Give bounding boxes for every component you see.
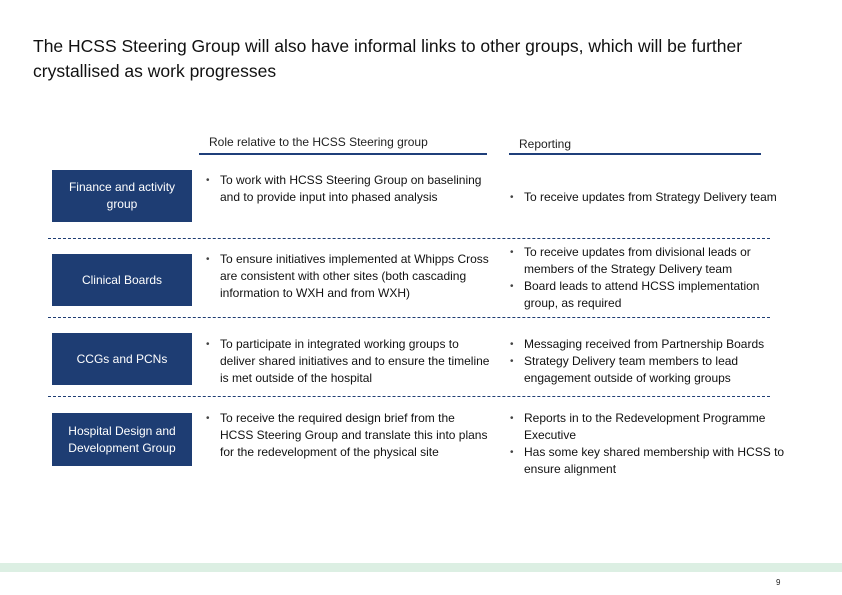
row-divider — [48, 238, 770, 239]
reporting-bullet: • Messaging received from Partnership Boards — [508, 336, 783, 353]
row-reporting-clinical-boards — [508, 244, 783, 312]
row-label-text: Finance and activity group — [68, 180, 176, 211]
row-reporting-ccgs-pcns — [508, 336, 783, 387]
column-header-reporting: Reporting — [519, 137, 572, 151]
reporting-bullet: • To receive updates from Strategy Delivery team — [508, 189, 808, 206]
reporting-bullet: • Strategy Delivery team members to lead engagement outside of working groups — [508, 353, 783, 387]
reporting-bullet: • Board leads to attend HCSS implementation group, as required — [508, 278, 783, 312]
row-label-text: CCGs and PCNs — [76, 351, 168, 366]
role-bullet: • To participate in integrated working groups to deliver shared initiatives and to ensure the timeline is met outside of the hospital — [204, 336, 494, 387]
column-header-role-rule — [199, 153, 487, 155]
row-reporting-finance — [508, 189, 808, 206]
reporting-bullet: • Reports in to the Redevelopment Programme Executive — [508, 410, 803, 444]
column-header-reporting-rule — [509, 153, 761, 155]
row-reporting-hospital-design — [508, 410, 803, 478]
footer-bar — [0, 563, 842, 572]
row-role-hospital-design — [204, 410, 489, 461]
row-label-ccgs-pcns — [52, 333, 192, 385]
row-role-clinical-boards — [204, 251, 494, 302]
row-role-finance — [204, 172, 494, 206]
row-divider — [48, 396, 770, 397]
row-label-text: Clinical Boards — [81, 272, 163, 287]
page-number: 9 — [776, 578, 781, 587]
row-divider — [48, 317, 770, 318]
row-label-text: Hospital Design and Development Group — [68, 423, 176, 455]
column-header-role: Role relative to the HCSS Steering group — [209, 135, 428, 149]
reporting-bullet: • Has some key shared membership with HCSS to ensure alignment — [508, 444, 803, 478]
row-label-hospital-design — [52, 413, 192, 466]
role-bullet: • To ensure initiatives implemented at Whipps Cross are consistent with other sites (both cascading information to WXH and from WXH) — [204, 251, 494, 302]
role-bullet: • To work with HCSS Steering Group on baselining and to provide input into phased analysis — [204, 172, 494, 206]
page-title: The HCSS Steering Group will also have informal links to other groups, which will be further crystallised as work progresses — [33, 36, 743, 81]
role-bullet: • To receive the required design brief from the HCSS Steering Group and translate this into plans for the redevelopment of the physical site — [204, 410, 489, 461]
row-role-ccgs-pcns — [204, 336, 494, 387]
row-label-clinical-boards — [52, 254, 192, 306]
row-label-finance — [52, 170, 192, 222]
reporting-bullet: • To receive updates from divisional leads or members of the Strategy Delivery team — [508, 244, 783, 278]
